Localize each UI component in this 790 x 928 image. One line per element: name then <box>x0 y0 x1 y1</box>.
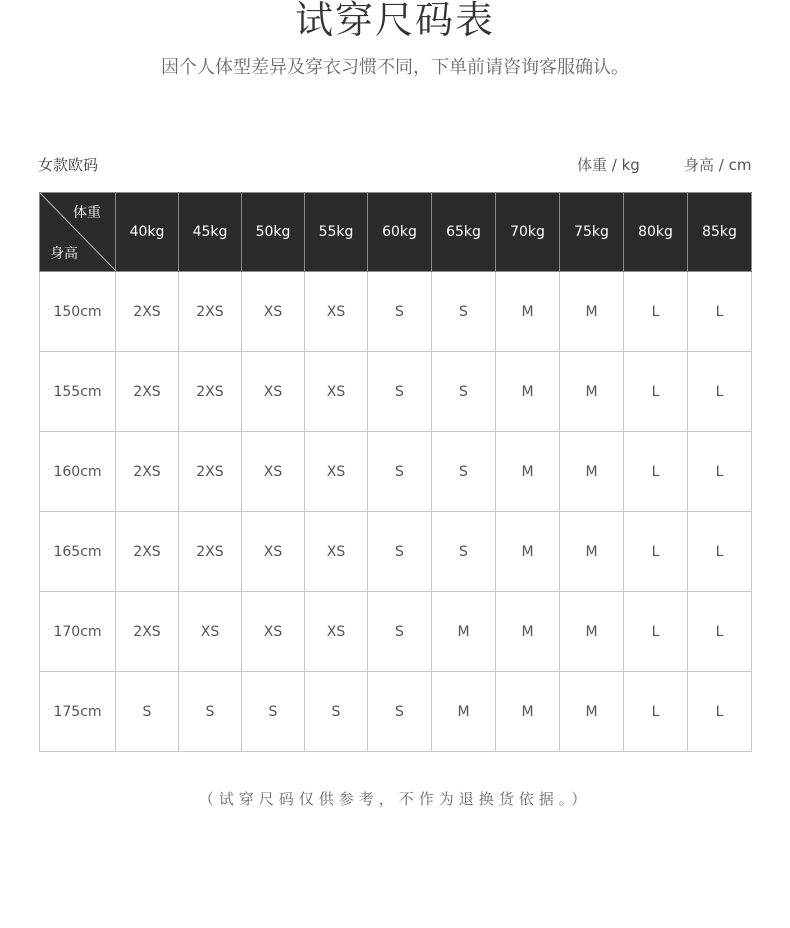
column-header: 80kg <box>624 193 688 272</box>
unit-weight-label: 体重 / kg <box>577 156 640 174</box>
size-cell: S <box>368 592 432 672</box>
size-cell: L <box>688 672 752 752</box>
size-cell: 2XS <box>116 272 179 352</box>
size-cell: XS <box>305 592 368 672</box>
size-cell: M <box>560 272 624 352</box>
page-subtitle: 因个人体型差异及穿衣习惯不同，下单前请咨询客服确认。 <box>161 57 629 78</box>
row-height-cell: 150cm <box>40 272 116 352</box>
size-cell: XS <box>305 352 368 432</box>
table-label: 女款欧码 <box>38 156 99 174</box>
size-cell: M <box>496 512 560 592</box>
size-cell: L <box>624 432 688 512</box>
size-cell: L <box>688 272 752 352</box>
size-cell: XS <box>179 592 242 672</box>
size-cell: L <box>624 352 688 432</box>
size-cell: S <box>368 432 432 512</box>
size-cell: 2XS <box>179 352 242 432</box>
corner-weight-label: 体重 <box>73 205 101 221</box>
size-cell: S <box>432 272 496 352</box>
table-row <box>40 672 752 752</box>
corner-height-label: 身高 <box>50 246 78 262</box>
size-cell: XS <box>305 432 368 512</box>
table-row <box>40 272 752 352</box>
size-cell: S <box>305 672 368 752</box>
table-header-row <box>40 193 752 272</box>
size-cell: L <box>624 592 688 672</box>
size-cell: XS <box>242 592 305 672</box>
column-header: 85kg <box>688 193 752 272</box>
table-row <box>40 592 752 672</box>
size-cell: 2XS <box>116 352 179 432</box>
page-title: 试穿尺码表 <box>294 0 495 42</box>
column-header: 50kg <box>242 193 305 272</box>
size-cell: S <box>368 512 432 592</box>
row-height-cell: 175cm <box>40 672 116 752</box>
size-cell: S <box>368 272 432 352</box>
column-header: 45kg <box>179 193 242 272</box>
size-cell: L <box>688 592 752 672</box>
column-header: 70kg <box>496 193 560 272</box>
size-cell: M <box>496 272 560 352</box>
size-cell: 2XS <box>179 432 242 512</box>
size-cell: XS <box>305 512 368 592</box>
footnote: （试穿尺码仅供参考，不作为退换货依据。） <box>198 790 592 808</box>
size-cell: S <box>432 512 496 592</box>
size-cell: S <box>432 432 496 512</box>
size-cell: M <box>560 352 624 432</box>
size-cell: L <box>624 272 688 352</box>
column-header: 65kg <box>432 193 496 272</box>
row-height-cell: 165cm <box>40 512 116 592</box>
size-cell: L <box>688 352 752 432</box>
size-cell: M <box>560 672 624 752</box>
unit-height-label: 身高 / cm <box>684 156 752 174</box>
size-cell: M <box>560 432 624 512</box>
size-cell: XS <box>242 272 305 352</box>
size-cell: M <box>496 672 560 752</box>
row-height-cell: 155cm <box>40 352 116 432</box>
row-height-cell: 170cm <box>40 592 116 672</box>
size-cell: 2XS <box>116 512 179 592</box>
size-cell: M <box>432 592 496 672</box>
size-cell: M <box>496 352 560 432</box>
size-cell: XS <box>242 432 305 512</box>
size-cell: S <box>242 672 305 752</box>
size-cell: S <box>432 352 496 432</box>
size-cell: S <box>368 672 432 752</box>
table-row <box>40 432 752 512</box>
table-row <box>40 352 752 432</box>
size-cell: S <box>368 352 432 432</box>
column-header: 75kg <box>560 193 624 272</box>
size-cell: 2XS <box>179 272 242 352</box>
size-cell: M <box>432 672 496 752</box>
size-cell: XS <box>242 512 305 592</box>
size-cell: 2XS <box>179 512 242 592</box>
size-cell: M <box>560 592 624 672</box>
size-cell: M <box>496 592 560 672</box>
size-cell: S <box>116 672 179 752</box>
table-row <box>40 512 752 592</box>
size-cell: L <box>624 512 688 592</box>
size-cell: XS <box>242 352 305 432</box>
size-cell: S <box>179 672 242 752</box>
size-cell: 2XS <box>116 592 179 672</box>
column-header: 60kg <box>368 193 432 272</box>
size-cell: L <box>624 672 688 752</box>
corner-header-cell <box>40 193 116 272</box>
row-height-cell: 160cm <box>40 432 116 512</box>
size-cell: M <box>560 512 624 592</box>
size-cell: L <box>688 512 752 592</box>
size-chart-table <box>39 192 752 752</box>
size-cell: XS <box>305 272 368 352</box>
size-cell: 2XS <box>116 432 179 512</box>
size-cell: M <box>496 432 560 512</box>
size-cell: L <box>688 432 752 512</box>
column-header: 40kg <box>116 193 179 272</box>
column-header: 55kg <box>305 193 368 272</box>
